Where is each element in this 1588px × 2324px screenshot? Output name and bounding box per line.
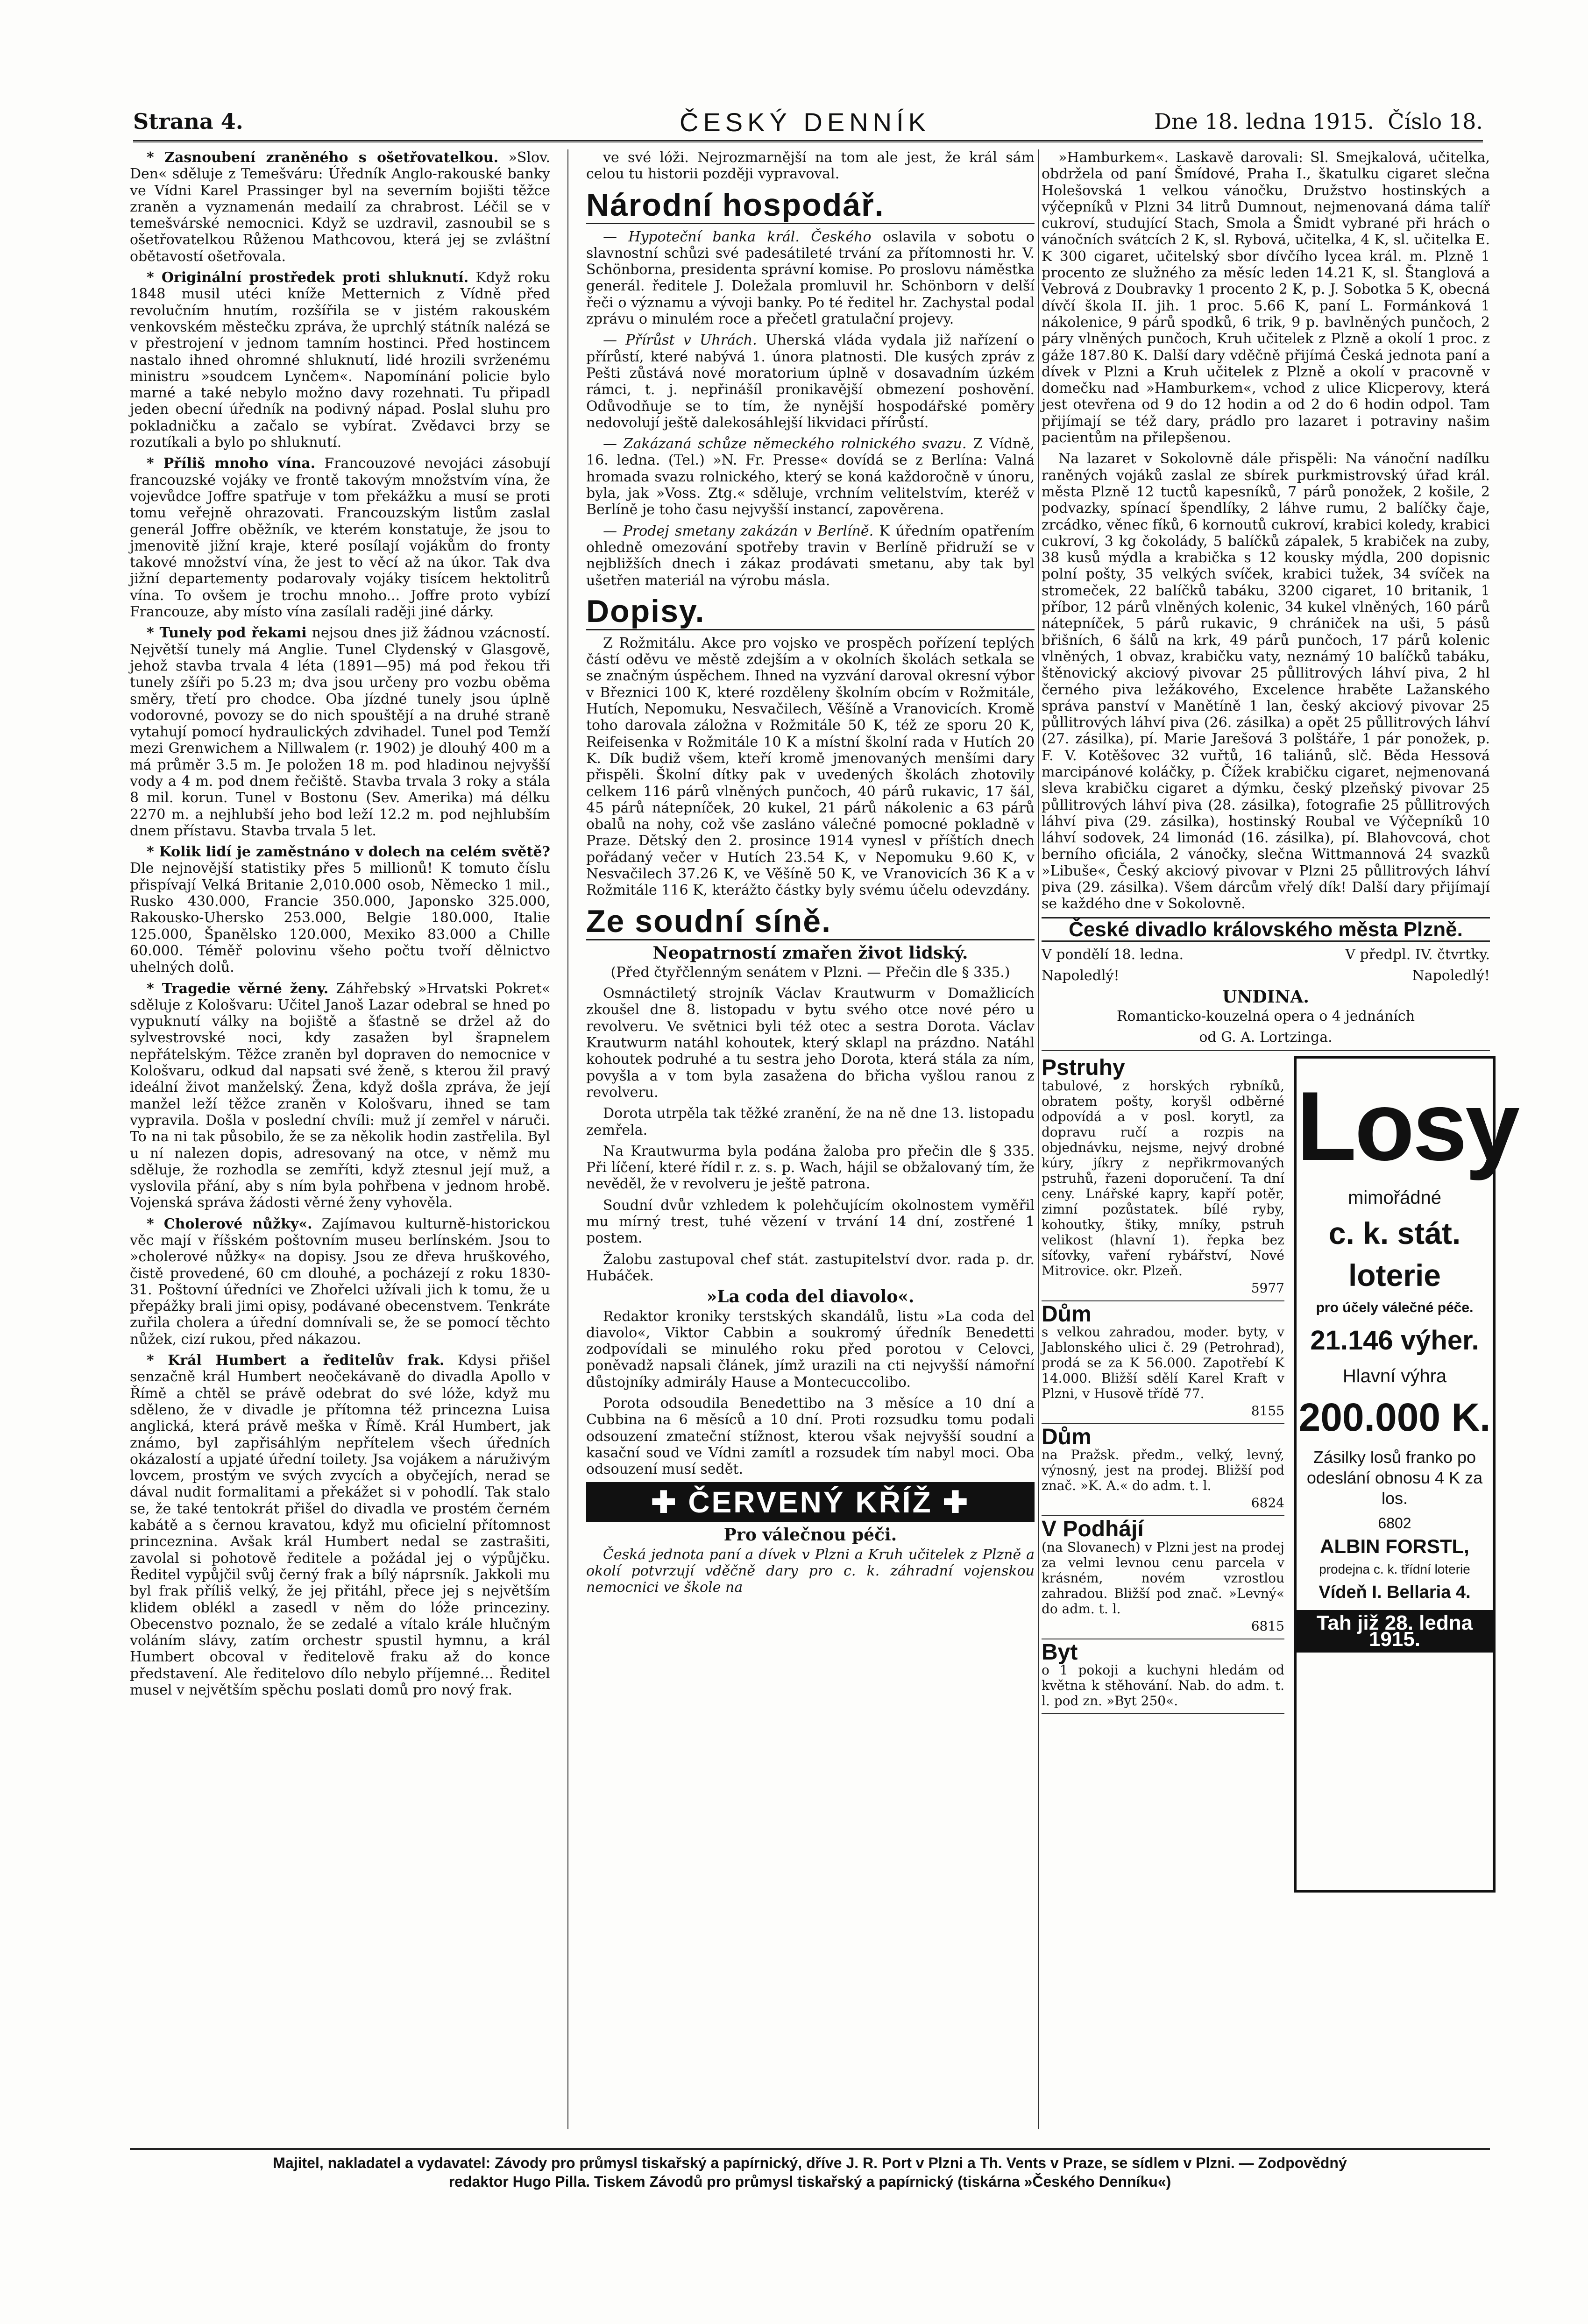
- court-paragraph: Osmnáctiletý strojník Václav Krautwurm v Domažlicích zkoušel dne 8. listopadu v bytu svého otce nové péro u revolveru. Ve světnici byli též otec a sestra Dorota. Václav Krautwurm natáhl kohoutek, který sklapl na prázdno. Natáhl kohoutek podruhé a tu sestra jeho Dorota, která stála za ním, povyšla a v tom byla zasažena do břicha vyšlou ranou z revolveru.: [586, 985, 1035, 1101]
- letters-text: Z Rožmitálu. Akce pro vojsko ve prospěch pořízení teplých částí oděvu ve městě zdejším a v okolních školách setkala se se značným úspěchem. Ihned na vyzvání daroval okresní výbor v Březnici 100 K, které rozděleny školním obcím v Rožmitále, Hutích, Nepomuku, Nesvačilech, Věšíně a Vranovicích. Kromě toho darovala záložna v Rožmitále 50 K, též ze sporu 20 K, Reifeisenka v Rožmitále 10 K a místní školní rada v Hutích 20 K. Dík budiž všem, kteří kromě jmenovaných menšími dary přispěli. Školní dítky pak v uvedených školách zhotovily celkem 116 párů vlněných punčoch, 40 párů rukavic, 17 šál, 45 párů nátepníček, 20 kukel, 21 párů nákolenic a 63 párů obalů na nohy, což vše zasláno válečné pomocné pokladně v Praze. Dětský den 2. prosince 1914 vynesl v příštích dnech pořádaný večer v Hutích 23.54 K, v Nepomuku 9.60 K, v Nesvačilech 37.26 K, ve Věšíně 50 K, ve Vranovicích 36 K a v Rožmitále 116 K, kterážto částky byly svému účelu odevzdány.: [586, 635, 1035, 899]
- article: [130, 981, 550, 1211]
- donation-paragraph: »Hamburkem«. Laskavě darovali: Sl. Smejkalová, učitelka, obdržela od paní Šmídové, Praha I., škatulku cigaret slečna Holešovská 1 velkou vánočku, Družstvo hostinských a výčepníků v Plzni 34 litrů Dumnout, nejmenovaná dáma talíř cukroví, studující Stach, Smola a Šmidt vybrané při hrách o vánočních svátcích 2 K, sl. Rybová, učitelka, 4 K, sl. učitelka E. K 300 cigaret, učitelský sbor dívčího lycea král. m. Plzně 1 procento ze služného za měsíc leden 14.21 K, sl. Štanglová a Vebrová z Doubravky 1 procento 2 K, p. J. Sobotka 5 K, obecná dívčí škola II. jih. 1 proc. 5.66 K, paní L. Formánková 1 nákolenice, 9 párů spodků, 6 trik, 9 p. bavlněných punčoch, 2 páry vlněných punčoch, Kruh učitelek z Plzně a okolí 1 proc. z gáže 187.80 K. Další dary vděčně přijímá Česká jednota paní a dívek v Plzni a Kruh učitelek z Plzně a okolí v pracovně v domečku nad »Hamburkem«, vchod z ulice Klicperovy, která jest otevřena od 9 do 12 hodin a od 2 do 6 hodin odpol. Tam přijímají se též dary, prádlo pro lazaret i potraviny našim pacientům na přilepšenou.: [1042, 149, 1490, 446]
- article-text: Kdysi přišel senzačně král Humbert neočekávaně do divadla Apollo v Římě a chtěl se právě odebrat do své lóže, když mu sděleno, že v divadle je přítomna též princezna Luisa anglická, která právě meška v Římě. Král Humbert, jak známo, byl zapřisáhlým nepřítelem všech úředních okázalostí a upjaté úřední toilety. Jsa vojákem a náruživým lovcem, prostým ve svých zvycích a obyčejích, nerad se dával nudit formalitami a překážet si v pohodlí. Tak stalo se, že také tentokrát přišel do divadla ve prostém černém kabátě a s černou kravatou, když mu oficielní přítomnost princeznina. Avšak král Humbert nedal se zastrašiti, zavolal si pohotově ředitele a požádal jej o výpůjčku. Ředitel vypůjčil svůj černý frak a bílý náprsník. Jakkoli mu byl frak příliš velký, že jej přitáhl, přece jej s největším klidem oblékl a zasedl v něm do lóže princeziny. Obecenstvo poznalo, že se zedalé a vítalo krále hlučným voláním slávy, zatím orchestr spustil hymnu, a král Humbert obcoval v ředitelově fraku až do konce představení. Ale ředitelovo dílo nebylo příjemné... Ředitel musel v největším spěchu poslati domů pro nový frak.: [130, 1352, 550, 1699]
- article: [130, 844, 550, 975]
- ad-separator: [1042, 1300, 1284, 1301]
- article: [130, 625, 550, 839]
- article: [130, 269, 550, 451]
- economy-item: [586, 229, 1035, 328]
- economy-item: [586, 332, 1035, 431]
- article-lead: * Zasnoubení zraněného s ošetřovatelkou.: [147, 149, 499, 166]
- issue-date: Dne 18. ledna 1915. Číslo 18.: [1154, 109, 1483, 134]
- theatre-heading: České divadlo královského města Plzně.: [1042, 917, 1490, 942]
- ad-separator: [1042, 1713, 1284, 1714]
- article-lead: * Originální prostředek proti shluknutí.: [147, 269, 469, 286]
- lottery-ad: Losy mimořádné c. k. stát. loterie pro účely válečné péče. 21.146 výher. Hlavní výhra 200.000 K. Zásilky losů franko po odeslání obnosu 4 K za los. 6802 ALBIN FORSTL, prodejna c. k. třídní loterie Vídeň I. Bellaria 4. Tah již 28. ledna 1915.: [1294, 1056, 1496, 1893]
- ad-text: s velkou zahradou, moder. byty, v Jablonského ulici č. 29 (Petrohrad), prodá se za K 56.000. Zapotřebí K 14.000. Bližší sdělí Karel Kraft v Plzni, v Husově třídě 77.: [1042, 1324, 1284, 1402]
- court-paragraph: Dorota utrpěla tak těžké zranění, že na ně dne 13. listopadu zemřela.: [586, 1105, 1035, 1138]
- ad-separator: [1042, 1423, 1284, 1424]
- economy-text: Uherská vláda vydala již nařízení o přírůstí, které nabývá 1. února platnosti. Dle kusých zpráv z Pešti zůstává nové moratorium úplně v dosavadním úzkém rámci, t. j. nepřinášíl pronikavější obmezení poshovění. Odůvodňuje se to tím, že nynější hospodářské poměry nedovolují ještě dalekosáhlejší likvidaci přírůstí.: [586, 332, 1035, 431]
- economy-item: [586, 523, 1035, 589]
- newspaper-title: ČESKÝ DENNÍK: [680, 107, 930, 137]
- court-subheadline: (Před čtyřčlenným senátem v Plzni. — Přečin dle § 335.): [610, 964, 1010, 981]
- theatre-play-title: UNDINA.: [1222, 987, 1309, 1007]
- article-text: »Slov. Den« sděluje z Temešváru: Úředník Anglo-rakouské banky ve Vídni Karel Prassinger byl na severním bojišti těžce zraněn a vyznamenán medailí za chrabrost. Léčil se v temešvárské nemocnici. Když se uzdravil, zasnoubil se s ošetřovatelkou Růženou Mathcovou, která jej se zvláštní obětavostí ošetřovala.: [130, 149, 550, 265]
- classified-ads: [1042, 1056, 1284, 1718]
- ad-heading: Byt: [1042, 1639, 1078, 1665]
- article-text: nejsou dnes již žádnou vzácností. Největší tunely má Anglie. Tunel Clydenský v Glasgově, jehož stavba trvala 4 léta (1891—95) má pod řekou tři tunely zšíři po 5.23 m; dva jsou určeny pro vozbu oběma směry, třetí pro chodce. Oba jízdné tunely jsou úplně vodorovné, povozy se do nich spouštějí a na druhé straně vytahují pomocí hydraulických zdvihadel. Tunel pod Temží mezi Grenwichem a Nillwalem (r. 1902) je dlouhý 400 m a má průměr 3.5 m. Je položen 18 m. pod hladinou nejvyšší vody a 4 m. pod dnem řečiště. Stavba trvala 3 roky a stála 8 mil. korun. Tunel v Bostonu (Sev. Amerika) má délku 2270 m. a nejhlubší jeho bod leží 12.2 m. pod nejhlubším dnem přístavu. Stavba trvala 5 let.: [130, 625, 550, 839]
- imprint: Majitel, nakladatel a vydavatel: Závody pro průmysl tiskařský a papírnický, dříve J. R. Port v Plzni a Th. Vents v Praze, se sídlem v Plzni. — Zodpovědný redaktor Hugo Pilla. Tiskem Závodů pro průmysl tiskařský a papírnický (tiskárna »Českého Denníku«): [130, 2148, 1490, 2191]
- red-cross-banner: ✚ ČERVENÝ KŘÍŽ ✚: [586, 1482, 1035, 1522]
- article-lead: * Tragedie věrné ženy.: [147, 980, 329, 997]
- article: [130, 455, 550, 620]
- ad-number: 8155: [1251, 1403, 1284, 1419]
- ad-number: 6824: [1251, 1495, 1284, 1511]
- court-headline: Neopatrností zmařen život lidský.: [652, 943, 968, 963]
- ad-separator: [1042, 1515, 1284, 1516]
- article: [130, 1216, 550, 1348]
- advertisements: [1042, 1055, 1518, 1896]
- article: [130, 1352, 550, 1698]
- article-text: Francouzové nevojáci zásobují francouzské vojáky ve frontě takovým množstvím vína, že vojevůdce Joffre spatřuje v tom překážku a musí se proti tomu veřejně ohrazovati. Francouzským listům zaslal generál Joffre oběžník, ve kterém konstatuje, že jsou to jmenovitě jižní kraje, které posílají vojákům do fronty takové množství vína, že jest to věcí až na úkor. Tak dva jižní departementy podarovaly vojáky tisícem hektolitrů vína. To ovšem je trochu mnoho... Joffre proto vybízí Francouze, aby místo vína zasílali raději jiné dárky.: [130, 455, 551, 621]
- theatre-dates: V pondělí 18. ledna. V předpl. IV. čtvrtky.: [1042, 946, 1490, 963]
- column-3: [1042, 149, 1518, 2129]
- section-heading-letters: Dopisy.: [586, 593, 1035, 630]
- war-care-text: Česká jednota paní a dívek v Plzni a Kruh učitelek z Plzně a okolí potvrzují vděčně dary pro c. k. záhradní vojenskou nemocnici ve škole na: [586, 1546, 1035, 1596]
- article-text: Když roku 1848 musil utéci kníže Metternich z Vídně před revolučním hnutím, rozšířila se v jistém rakouském venkovském městečku zpráva, že uprchlý státník nalézá se v přestrojení v jednom tamním hostinci. Před hostincem nastalo ihned ohromné shluknutí, lidé hrozili svrženému ministru »soudcem Lynčem«. Napomínání policie bylo marné a také nebylo možno davy rozehnati. Tu připadl jeden obecní úředník na podivný nápad. Poslal sluhu pro pokladničku a začalo se vybírat. Zvědavci brzy se rozutíkali a bylo po shluknutí.: [130, 269, 550, 451]
- ad-heading: Dům: [1042, 1425, 1092, 1450]
- article-text: Zajímavou kulturně-historickou věc mají v říšském poštovním museu berlínském. Jsou to »cholerové nůžky« na dopisy. Jsou ze dřeva hruškového, čistě provedené, 60 cm dlouhé, a pocházejí z roku 1830-31. Poštovní úředníci ve Zhořelci užívali jich k tomu, že u přepážky brali jimi opisy, podávané obecenstvem. Tenkráte zuřila cholera a úřední domnívali se, že se pomocí těchto nůžek, cizí rukou, před nákazou.: [130, 1215, 550, 1348]
- article-lead: * Cholerové nůžky«.: [147, 1215, 312, 1232]
- coda-headline: »La coda del diavolo«.: [706, 1287, 915, 1307]
- article-lead: * Kolik lidí je zaměstnáno v dolech na celém světě?: [147, 844, 550, 861]
- section-heading-court: Ze soudní síně.: [586, 904, 1035, 940]
- ad-heading: Pstruhy: [1042, 1055, 1125, 1081]
- draw-date: Tah již 28. ledna 1915.: [1297, 1610, 1493, 1653]
- ad-number: 6815: [1251, 1618, 1284, 1634]
- page-header: [133, 105, 1483, 142]
- section-heading-economy: Národní hospodář.: [586, 187, 1035, 224]
- economy-lead: — Prodej smetany zakázán v Berlíně.: [603, 523, 874, 539]
- column-divider: [567, 149, 568, 2129]
- coda-paragraph: Redaktor kroniky terstských skandálů, listu »La coda del diavolo«, Viktor Cabbin a soukromý úředník Benedetti zodpovídali se minulého roku před porotou v Celovci, poněvadž napsali článek, jímž urazili na cti nejvyšší námořní důstojníky admirály Hause a Montecuccolibo.: [586, 1308, 1035, 1391]
- economy-text: K úředním opatřením ohledně omezování spotřeby travin v Berlíně přidruží se v nejbližších dnech i zákaz prodávati smetanu, aby tak byl ušetřen materiál na výrobu másla.: [586, 523, 1035, 589]
- economy-lead: — Zakázaná schůze německého rolnického svazu.: [603, 436, 967, 452]
- economy-lead: — Hypoteční banka král. Českého: [603, 228, 872, 245]
- column-2: [586, 149, 1035, 2129]
- theatre-author: od G. A. Lortzinga.: [1199, 1029, 1333, 1046]
- theatre-desc: Romanticko-kouzelná opera o 4 jednáních: [1116, 1008, 1415, 1024]
- column-1: [130, 149, 550, 2129]
- ad-heading: Dům: [1042, 1301, 1092, 1327]
- ad-text: na Pražsk. předm., velký, levný, výnosný, jest na prodej. Bližší pod znač. »K. A.« do adm. t. l.: [1042, 1447, 1284, 1494]
- war-care-headline: Pro válečnou péči.: [723, 1525, 897, 1545]
- economy-lead: — Přírůst v Uhrách.: [603, 332, 757, 349]
- theatre-status: Napoledlý! Napoledlý!: [1042, 968, 1490, 984]
- ad-text: o 1 pokoji a kuchyni hledám od května k stěhování. Nab. do adm. t. l. pod zn. »Byt 250«.: [1042, 1662, 1284, 1709]
- ad-text: (na Slovanech) v Plzni jest na prodej za velmi levnou cenu parcela v krásném, novém vzrostlou zahradou. Bližší pod znač. »Levný« do adm. t. l.: [1042, 1539, 1284, 1617]
- article-lead: * Příliš mnoho vína.: [147, 455, 316, 472]
- article-lead: * Tunely pod řekami: [147, 625, 307, 642]
- coda-paragraph: Porota odsoudila Benedettibo na 3 měsíce a 10 dní a Cubbina na 6 měsíců a 10 dní. Proti rozsudku tomu podali odsouzení zmateční stížnost, kterou však nejvyšší soudní a kasační soud ve Vídni zamítl a rozsudek tím nabyl moci. Oba odsouzení musí sedět.: [586, 1395, 1035, 1478]
- economy-item: [586, 436, 1035, 518]
- article-text: ve své lóži. Nejrozmarnější na tom ale jest, že král sám celou tu historii později vypravoval.: [586, 149, 1035, 183]
- article: [130, 149, 550, 265]
- donation-paragraph: Na lazaret v Sokolovně dále přispěli: Na vánoční nadílku raněných vojáků zaslal ze sbírek purkmistrovský úřad král. města Plzně 12 tuctů kapesníků, 7 párů ponožek, 2 košile, 2 podvazky, spínací špendlíky, 2 láhve rumu, 2 balíčky čaje, zrcádko, věnec fíků, 6 kornoutů cukroví, krabici koledy, krabici cukroví, 3 kg čokolády, 5 balíčků zápalek, 5 krabiček na zuby, 38 kusů mýdla a krabička s 12 kousky mýdla, 200 dopisnic polní pošty, 35 velkých svíček, krabici tužek, 34 svíček na stromeček, 22 balíčků tabáku, 3200 cigaret, 10 britanik, 1 příbor, 12 párů vlněných kolenic, 34 kukel vlněných, 160 párů nátepníček, 5 párů rukavic, 9 chrániček na uši, 5 pásů břišních, 6 šálů na krk, 49 párů punčoch, 17 párů kolenic vlněných, 1 obvaz, krabičku vaty, neznámý 10 balíčků tabáku, štěnovický akciový pivovar 25 půllitrových láhví piva, 2 hl černého piva ležákového, Excelence hraběte Lažanského správa panství v Manětíně 1 lan, český akciový pivovar 25 půllitrových láhví piva (26. zásilka) a opět 25 půllitrových láhví (27. zásilka), pí. Marie Jarešová 3 polštáře, 1 pár ponožek, p. F. V. Kotěšovec 32 vuřtů, 16 taliánů, slč. Běda Hessová marcipánové koláčky, p. Čížek krabičku cigaret, nejmenovaná sleva krabičku cigaret a dýmku, český plzeňský pivovar 25 půllitrových láhví piva (28. zásilka), fotografie 25 půllitrových láhví piva (29. zásilka), hostinský Roubal ve Výčepníků 10 láhví sodovek, 24 limonád (16. zásilka), pí. Blahovcová, chot berního oficiála, 2 vánočky, slečna Wittmannová 24 svazků »Libuše«, Český akciový pivovar v Plzni 25 půllitrových láhví piva (29. zásilka). Všem dárcům vřelý dík! Další dary přijímají se každého dne v Sokolovně.: [1042, 451, 1490, 912]
- court-paragraph: Na Krautwurma byla podána žaloba pro přečin dle § 335. Při líčení, které řídil r. z. s. p. Wach, hájil se obžalovaný tím, že nevěděl, že v revolveru je ještě patrona.: [586, 1143, 1035, 1193]
- ad-number: 5977: [1251, 1280, 1284, 1296]
- article-text: Dle nejnovější statistiky přes 5 millionů! K tomuto číslu přispívají Velká Britanie 2,010.000 osob, Německo 1 mil., Rusko 430.000, Francie 350.000, Japonsko 325.000, Rakousko-Uhersko 253.000, Belgie 180.000, Italie 125.000, Španělsko 120.000, Mexiko 83.000 a Chille 60.000. Téměř polovinu všeho počtu tvoří dělnictvo uhelných dolů.: [130, 860, 550, 976]
- economy-text: oslavila v sobotu o slavnostní schůzi své padesátileté trvání za přítomnosti hr. V. Schönborna, presidenta správní komise. Po proslovu náměstka generál. ředitele J. Doležala promluvil hr. Schönborn v delší řeči o významu a vývoji banky. Po té ředitel hr. Zachystal podal zprávu o minulém roce a přečetl gratulační projevy.: [586, 228, 1035, 328]
- page-number: Strana 4.: [133, 109, 243, 134]
- lottery-logo: Losy: [1297, 1071, 1518, 1181]
- article-text: Záhřebský »Hrvatski Pokret« sděluje z Kološvaru: Učitel Janoš Lazar odebral se hned po vypuknutí války na bojiště a šťastně se držel až do sylvestrovské noci, kdy zasažen byl šrapnelem nepřátelským. Těžce zraněn byl dopraven do nemocnice v Kološvaru, odkud dal napsati své ženě, s kterou žil pravý ideální život manželský. Žena, když došla zpráva, že její manžel leží těžce zraněn v Kološvaru, ihned se tam vypravila. Došla v poslední chvíli: muž jí zemřel v náruči. To na ni tak působilo, že se za několik hodin zastřelila. Byl u ní nalezen dopis, adresovaný na otce, v němž mu sděluje, že rozhodla se zemříti, když ztesnul její muž, a vyslovila přání, aby s ním byla pohřbena v jednom hrobě. Vojenská správa žádosti věrné ženy vyhověla.: [130, 980, 550, 1211]
- ad-text: tabulové, z horských rybníků, obratem pošty, koryšl odběrné odpovídá a v posl. korytl, za dopravu ručí a rozpis na objednávku, nejsme, nejvý drobné kúry, jíkry z nepřikrmovaných pstruhů, řazeni doporučení. Ta dní ceny. Lnářské kapry, kapří potěr, zimní pozůstatek. bílé ryby, kohoutky, štiky, mníky, pstruh velikost (hlavní 1). řepka bez síťovky, vaření rybářství, Nové Mitrovice. okr. Plzeň.: [1042, 1078, 1284, 1279]
- economy-text: Z Vídně, 16. ledna. (Tel.) »N. Fr. Presse« dovídá se z Berlína: Valná hromada svazu rolnického, který se koná každoročně v únoru, byla, jak »Voss. Ztg.« sděluje, vrchním velitelstvím, kteréž v Berlíně je toho času nejvyšší instancí, zapověrena.: [586, 436, 1035, 518]
- column-divider: [1038, 149, 1039, 2129]
- court-paragraph: Žalobu zastupoval chef stát. zastupitelství dvor. rada p. dr. Hubáček.: [586, 1251, 1035, 1284]
- article-lead: * Král Humbert a ředitelův frak.: [147, 1352, 445, 1369]
- ad-heading: V Podhájí: [1042, 1517, 1144, 1542]
- court-paragraph: Soudní dvůr vzhledem k polehčujícím okolnostem vyměřil mu mírný trest, tuhé vězení v trvání 14 dní, zostřené 1 postem.: [586, 1197, 1035, 1247]
